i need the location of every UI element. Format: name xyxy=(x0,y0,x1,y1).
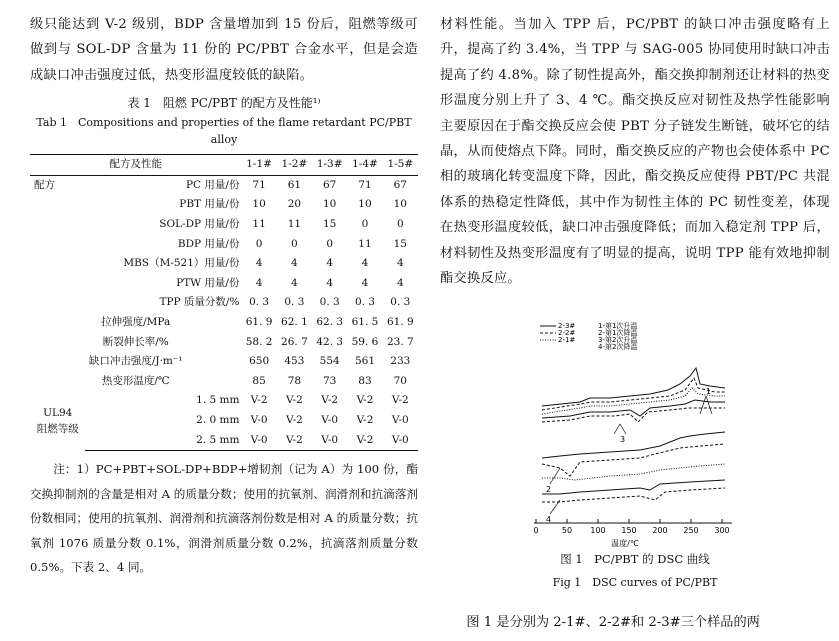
table-cell: 71 xyxy=(252,178,266,191)
table-cell: 0. 3 xyxy=(390,296,411,309)
table-row xyxy=(30,352,418,372)
table-header-cell: 1-4# xyxy=(347,155,382,176)
table-cell: 4 xyxy=(361,257,369,270)
table-group-label: UL94 阻燃等级 xyxy=(36,406,79,435)
table-cell: V-0 xyxy=(383,431,418,451)
table-cell: 59. 6 xyxy=(351,335,379,348)
figure-1 xyxy=(520,318,740,563)
table-row xyxy=(30,293,418,313)
table-header-cell: 1-2# xyxy=(277,155,312,176)
table-cell: V-2 xyxy=(285,413,303,426)
table-row-label: 缺口冲击强度/J·m⁻¹ xyxy=(88,355,183,368)
dsc-curve-cooling-1-a xyxy=(542,432,725,458)
table-row-label: MBS（M-521）用量/份 xyxy=(123,257,240,270)
table-row-label: 2. 5 mm xyxy=(85,431,241,451)
dsc-curve-cooling-2-b xyxy=(542,488,725,502)
table-row-label: 2. 0 mm xyxy=(196,413,240,426)
table-cell: 0 xyxy=(396,218,404,230)
table-cell: 62. 1 xyxy=(281,315,308,328)
table-cell: 20 xyxy=(287,198,302,211)
table-row-label: BDP 用量/份 xyxy=(177,237,240,250)
table-cell: 0 xyxy=(255,237,263,250)
table-cell: V-2 xyxy=(321,394,339,407)
table-header-row xyxy=(30,155,418,176)
table-cell: 0. 3 xyxy=(319,296,340,309)
x-axis-label: 温度/℃ xyxy=(611,539,639,548)
legend-step-label: 2-第1次降温 xyxy=(598,329,638,337)
table-cell: 42. 3 xyxy=(316,335,344,348)
legend-step-label: 4-第2次降温 xyxy=(598,343,638,351)
table-cell: 4 xyxy=(396,276,404,289)
table-cell: 15 xyxy=(323,218,337,230)
curve-pointer xyxy=(706,396,712,414)
table-cell: 0. 3 xyxy=(284,296,305,309)
table-cell: V-2 xyxy=(250,394,268,407)
legend-sample-label: 2-3# xyxy=(558,322,576,330)
table-cell: 71 xyxy=(358,178,372,191)
table-row xyxy=(30,313,418,333)
table-header-cell: 配方及性能 xyxy=(30,155,241,176)
table-cell: V-0 xyxy=(250,413,268,426)
table-cell: 4 xyxy=(396,257,404,270)
legend-step-label: 1-第1次升温 xyxy=(598,322,638,330)
table-cell: 4 xyxy=(326,257,334,270)
table-cell: 11 xyxy=(287,218,302,230)
table-row xyxy=(30,235,418,255)
table-row xyxy=(30,254,418,274)
table-cell: V-2 xyxy=(285,394,303,407)
curve-label: 3 xyxy=(620,435,626,444)
table-cell: 0. 3 xyxy=(354,296,376,309)
table-cell: 78 xyxy=(287,374,302,387)
table-cell: 26. 7 xyxy=(281,335,308,348)
table-cell: 10 xyxy=(393,198,407,211)
table-row xyxy=(30,274,418,294)
x-tick-label: 50 xyxy=(561,526,573,535)
table-cell: 61. 9 xyxy=(386,315,414,328)
dsc-curve-heating-1-c xyxy=(542,388,725,414)
table-cell: 70 xyxy=(393,374,407,387)
table-header-cell: 1-3# xyxy=(312,155,347,176)
table-row xyxy=(30,372,418,392)
paragraph-left-1: 级只能达到 V-2 级别，BDP 含量增加到 15 份后，阻燃等级可做到与 SOL-DP 含量为 11 份的 PC/PBT 合金水平，但是会造成缺口冲击强度过低，热变形温度较低的缺陷。 xyxy=(30,17,418,83)
table-cell: V-2 xyxy=(356,394,374,407)
table-cell: 10 xyxy=(358,198,372,211)
table-cell: 561 xyxy=(354,355,376,368)
table-cell: 61. 9 xyxy=(245,315,273,328)
dsc-curve-cooling-1-b xyxy=(542,444,725,476)
table-cell: 83 xyxy=(358,374,372,387)
table-header-cell: 1-5# xyxy=(383,155,418,176)
x-tick-label: 150 xyxy=(621,526,637,535)
table-row xyxy=(30,411,418,431)
curve-label: 2 xyxy=(546,485,552,494)
x-tick-label: 100 xyxy=(590,526,606,535)
table-cell: V-0 xyxy=(321,413,339,426)
paragraph-right-1: 材料性能。当加入 TPP 后，PC/PBT 的缺口冲击强度略有上升，提高了约 3.4%，当 TPP 与 SAG-005 协同使用时缺口冲击提高了约 4.8%。除了韧性提高外，酯交换抑制剂还让材料的热变形温度分别上升了 3、4 ℃。酯交换反应对韧性及热学性能影响主要原因在于酯交换反应会使 PBT 分子链发生断链，破坏它的结晶，从而使熔点下降。同时，酯交换反应的产物也会使体系中 PC 相的玻璃化转变温度下降，因此，酯交换反应使得 PBT/PC 共混体系的热稳定性降低，其中作为韧性主体的 PC 韧性变差，体现在热变形温度较低，缺口冲击强度降低；而加入稳定剂 TPP 后，材料韧性及热变形温度有了明显的提高，说明 TPP 能有效地抑制酯交换反应。 xyxy=(440,17,830,287)
legend-sample-label: 2-2# xyxy=(558,329,576,337)
table-note-text: 注：1）PC+PBT+SOL-DP+BDP+增韧剂（记为 A）为 100 份，酯交换抑制剂的含量是相对 A 的质量分数；使用的抗氧剂、润滑剂和抗滴落剂份数相同；使用的抗氧剂、润滑剂和抗滴落剂份数是相对 A 的质量分数；抗氧剂 1076 质量分数 0.1%，润滑剂质量分数 0.2%，抗滴落剂质量分数 0.5%。下表 2、4 同。 xyxy=(30,462,418,575)
right-column xyxy=(440,12,830,291)
table-cell: 0 xyxy=(361,218,369,230)
table-title-en: Tab 1 Compositions and properties of the flame retardant PC/PBT alloy xyxy=(36,116,412,147)
table-cell: 4 xyxy=(291,276,298,289)
table-cell: 67 xyxy=(393,178,407,191)
curve-pointer xyxy=(700,396,706,414)
curve-label: 1 xyxy=(706,387,712,396)
table-cell: 73 xyxy=(323,374,337,387)
table-note xyxy=(30,457,418,580)
figure-caption-cn: 图 1 PC/PBT 的 DSC 曲线 xyxy=(560,552,710,566)
paragraph-right-2: 图 1 是分别为 2-1#、2-2#和 2-3#三个样品的两 xyxy=(466,615,760,630)
table-row-label: PBT 用量/份 xyxy=(179,198,240,211)
curve-pointer xyxy=(620,424,626,434)
table-row-label: TPP 质量分数/% xyxy=(159,296,240,309)
table-row-label: PC 用量/份 xyxy=(185,178,240,191)
table-cell: 0 xyxy=(291,237,298,250)
table-row xyxy=(30,195,418,215)
curve-pointer xyxy=(550,468,560,484)
x-tick-label: 300 xyxy=(714,526,730,535)
table-header-cell: 1-1# xyxy=(241,155,276,176)
curve-label: 4 xyxy=(546,515,552,524)
table-row-label: PTW 用量/份 xyxy=(176,276,240,289)
table-cell: 11 xyxy=(252,218,266,230)
table-cell: 650 xyxy=(249,355,270,368)
table-row-label: 断裂伸长率/% xyxy=(102,335,169,348)
table-cell: 453 xyxy=(284,355,305,368)
table-row-label: 1. 5 mm xyxy=(196,394,240,407)
table-cell: V-0 xyxy=(241,431,276,451)
table-row xyxy=(30,333,418,353)
table-cell: 233 xyxy=(390,355,411,368)
x-tick-label: 200 xyxy=(652,526,668,535)
table-cell: 0. 3 xyxy=(249,296,270,309)
x-axis-ticks xyxy=(533,519,729,535)
table-row-label: 热变形温度/℃ xyxy=(101,374,170,387)
legend-step-label: 3-第2次升温 xyxy=(598,336,638,344)
table-cell: V-2 xyxy=(356,413,374,426)
table-cell: V-0 xyxy=(312,431,347,451)
table-cell: 4 xyxy=(291,257,298,270)
figure-caption-en: Fig 1 DSC curves of PC/PBT xyxy=(552,576,718,589)
table-cell: 554 xyxy=(319,355,340,368)
table-1 xyxy=(30,154,418,451)
table-row xyxy=(30,215,418,235)
table-cell: 61. 5 xyxy=(351,315,379,328)
table-cell: 0 xyxy=(326,237,334,250)
table-row xyxy=(30,391,418,411)
table-row xyxy=(30,175,418,195)
table-group-label: 配方 xyxy=(34,178,55,191)
table-cell: V-0 xyxy=(391,413,409,426)
curve-pointer xyxy=(614,424,620,434)
table-cell: 4 xyxy=(326,276,334,289)
table-cell: 58. 2 xyxy=(245,335,273,348)
table-cell: 11 xyxy=(358,237,372,250)
table-cell: 61 xyxy=(287,178,302,191)
table-cell: 15 xyxy=(393,237,407,250)
table-cell: 85 xyxy=(252,374,266,387)
table-cell: 4 xyxy=(361,276,369,289)
x-tick-label: 250 xyxy=(683,526,699,535)
table-cell: 10 xyxy=(252,198,266,211)
table-title-cn: 表 1 阻燃 PC/PBT 的配方及性能¹⁾ xyxy=(127,96,321,111)
table-cell: 10 xyxy=(323,198,337,211)
table-row-label: 拉伸强度/MPa xyxy=(101,315,171,328)
table-row xyxy=(30,431,418,451)
table-cell: V-2 xyxy=(347,431,382,451)
dsc-curve-cooling-1-c xyxy=(542,464,725,480)
legend-sample-label: 2-1# xyxy=(558,336,576,344)
table-cell: 62. 3 xyxy=(316,315,344,328)
table-cell: V-2 xyxy=(277,431,312,451)
table-cell: 4 xyxy=(255,257,263,270)
table-cell: 23. 7 xyxy=(386,335,414,348)
chart-legend xyxy=(540,321,637,351)
table-cell: V-2 xyxy=(391,394,409,407)
table-row-label: SOL-DP 用量/份 xyxy=(159,218,240,230)
x-tick-label: 0 xyxy=(533,526,539,535)
left-column xyxy=(30,12,418,580)
dsc-chart xyxy=(520,318,740,548)
table-cell: 4 xyxy=(255,276,263,289)
dsc-curve-cooling-2-a xyxy=(542,480,725,494)
table-cell: 67 xyxy=(323,178,337,191)
table-body xyxy=(30,175,418,450)
